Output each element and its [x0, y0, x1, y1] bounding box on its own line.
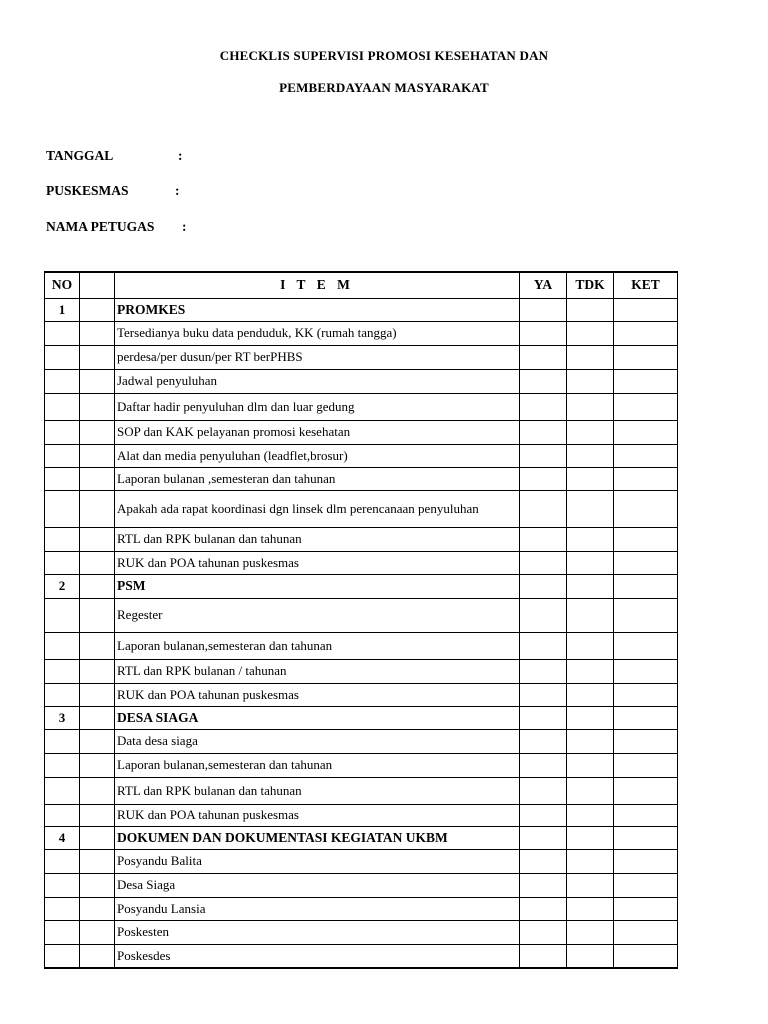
row-number: [45, 632, 80, 659]
table-row: [45, 598, 678, 632]
table-row: [45, 298, 678, 321]
tdk-checkbox-cell[interactable]: [567, 444, 614, 467]
row-blank-cell: [80, 321, 115, 345]
tdk-checkbox-cell[interactable]: [567, 420, 614, 444]
table-row: [45, 527, 678, 551]
table-row: [45, 490, 678, 527]
tdk-checkbox-cell[interactable]: [567, 777, 614, 804]
header-ya: YA: [520, 272, 567, 298]
field-label: NAMA PETUGAS: [46, 219, 155, 234]
row-blank-cell: [80, 777, 115, 804]
row-number: [45, 490, 80, 527]
checklist-item: Tersedianya buku data penduduk, KK (rumah tangga): [115, 321, 520, 345]
ya-checkbox-cell[interactable]: [520, 527, 567, 551]
table-row: [45, 321, 678, 345]
row-blank-cell: [80, 729, 115, 753]
ya-checkbox-cell[interactable]: [520, 321, 567, 345]
row-blank-cell: [80, 826, 115, 849]
field-puskesmas: [46, 183, 180, 199]
field-nama-petugas: [46, 219, 187, 235]
checklist-table: [44, 271, 678, 969]
checklist-item: SOP dan KAK pelayanan promosi kesehatan: [115, 420, 520, 444]
row-number: [45, 444, 80, 467]
row-blank-cell: [80, 849, 115, 873]
header-item: I T E M: [115, 272, 520, 298]
row-blank-cell: [80, 897, 115, 920]
tdk-checkbox-cell[interactable]: [567, 729, 614, 753]
table-row: [45, 574, 678, 598]
ket-note-cell[interactable]: [614, 944, 678, 968]
row-number: [45, 777, 80, 804]
ya-checkbox-cell[interactable]: [520, 345, 567, 369]
field-label: TANGGAL: [46, 148, 114, 163]
ya-checkbox-cell[interactable]: [520, 706, 567, 729]
ket-note-cell[interactable]: [614, 659, 678, 683]
header-ket: KET: [614, 272, 678, 298]
row-number: [45, 849, 80, 873]
checklist-item: RTL dan RPK bulanan dan tahunan: [115, 777, 520, 804]
tdk-checkbox-cell[interactable]: [567, 345, 614, 369]
ya-checkbox-cell[interactable]: [520, 393, 567, 420]
row-blank-cell: [80, 369, 115, 393]
row-blank-cell: [80, 467, 115, 490]
ket-note-cell[interactable]: [614, 683, 678, 706]
ya-checkbox-cell[interactable]: [520, 920, 567, 944]
ya-checkbox-cell[interactable]: [520, 574, 567, 598]
tdk-checkbox-cell[interactable]: [567, 393, 614, 420]
row-blank-cell: [80, 298, 115, 321]
tdk-checkbox-cell[interactable]: [567, 659, 614, 683]
ket-note-cell[interactable]: [614, 729, 678, 753]
table-row: [45, 369, 678, 393]
checklist-item: Jadwal penyuluhan: [115, 369, 520, 393]
table-row: [45, 467, 678, 490]
ket-note-cell[interactable]: [614, 444, 678, 467]
ket-note-cell[interactable]: [614, 393, 678, 420]
checklist-item: Poskesten: [115, 920, 520, 944]
ya-checkbox-cell[interactable]: [520, 632, 567, 659]
tdk-checkbox-cell[interactable]: [567, 551, 614, 574]
tdk-checkbox-cell[interactable]: [567, 598, 614, 632]
row-blank-cell: [80, 944, 115, 968]
tdk-checkbox-cell[interactable]: [567, 683, 614, 706]
tdk-checkbox-cell[interactable]: [567, 920, 614, 944]
ket-note-cell[interactable]: [614, 527, 678, 551]
row-number: [45, 598, 80, 632]
ya-checkbox-cell[interactable]: [520, 729, 567, 753]
ket-note-cell[interactable]: [614, 632, 678, 659]
section-heading: DESA SIAGA: [115, 706, 520, 729]
row-number: [45, 420, 80, 444]
row-number: [45, 804, 80, 826]
tdk-checkbox-cell[interactable]: [567, 321, 614, 345]
row-blank-cell: [80, 753, 115, 777]
table-row: [45, 632, 678, 659]
table-row: [45, 729, 678, 753]
ket-note-cell[interactable]: [614, 369, 678, 393]
ket-note-cell[interactable]: [614, 897, 678, 920]
table-row: [45, 345, 678, 369]
table-row: [45, 659, 678, 683]
ya-checkbox-cell[interactable]: [520, 490, 567, 527]
checklist-item: Posyandu Balita: [115, 849, 520, 873]
checklist-item: RUK dan POA tahunan puskesmas: [115, 683, 520, 706]
tdk-checkbox-cell[interactable]: [567, 527, 614, 551]
checklist-item: Poskesdes: [115, 944, 520, 968]
row-number: [45, 659, 80, 683]
row-number: [45, 729, 80, 753]
field-label: PUSKESMAS: [46, 183, 129, 198]
header-tdk: TDK: [567, 272, 614, 298]
checklist-item: perdesa/per dusun/per RT berPHBS: [115, 345, 520, 369]
tdk-checkbox-cell[interactable]: [567, 944, 614, 968]
tdk-checkbox-cell[interactable]: [567, 753, 614, 777]
table-row: [45, 849, 678, 873]
ket-note-cell[interactable]: [614, 873, 678, 897]
table-row: [45, 944, 678, 968]
tdk-checkbox-cell[interactable]: [567, 298, 614, 321]
tdk-checkbox-cell[interactable]: [567, 849, 614, 873]
document-title-line-2: PEMBERDAYAAN MASYARAKAT: [279, 80, 489, 95]
header-blank: [80, 272, 115, 298]
checklist-item: RTL dan RPK bulanan / tahunan: [115, 659, 520, 683]
ket-note-cell[interactable]: [614, 920, 678, 944]
table-row: [45, 444, 678, 467]
section-heading: DOKUMEN DAN DOKUMENTASI KEGIATAN UKBM: [115, 826, 520, 849]
checklist-item: Laporan bulanan,semesteran dan tahunan: [115, 753, 520, 777]
field-colon: :: [182, 219, 187, 234]
ket-note-cell[interactable]: [614, 849, 678, 873]
row-blank-cell: [80, 574, 115, 598]
ket-note-cell[interactable]: [614, 826, 678, 849]
tdk-checkbox-cell[interactable]: [567, 897, 614, 920]
table-row: [45, 683, 678, 706]
row-number: [45, 753, 80, 777]
ya-checkbox-cell[interactable]: [520, 551, 567, 574]
ya-checkbox-cell[interactable]: [520, 369, 567, 393]
checklist-item: Posyandu Lansia: [115, 897, 520, 920]
ya-checkbox-cell[interactable]: [520, 753, 567, 777]
row-number: [45, 944, 80, 968]
row-blank-cell: [80, 345, 115, 369]
row-number: [45, 897, 80, 920]
ya-checkbox-cell[interactable]: [520, 683, 567, 706]
checklist-item: Daftar hadir penyuluhan dlm dan luar gedung: [115, 393, 520, 420]
ket-note-cell[interactable]: [614, 345, 678, 369]
ya-checkbox-cell[interactable]: [520, 598, 567, 632]
table-row: [45, 551, 678, 574]
ya-checkbox-cell[interactable]: [520, 659, 567, 683]
table-row: [45, 897, 678, 920]
table-row: [45, 753, 678, 777]
row-blank-cell: [80, 873, 115, 897]
row-number: [45, 527, 80, 551]
table-row: [45, 706, 678, 729]
ket-note-cell[interactable]: [614, 777, 678, 804]
ya-checkbox-cell[interactable]: [520, 826, 567, 849]
tdk-checkbox-cell[interactable]: [567, 632, 614, 659]
checklist-item: RUK dan POA tahunan puskesmas: [115, 804, 520, 826]
table-row: [45, 777, 678, 804]
table-row: [45, 826, 678, 849]
ya-checkbox-cell[interactable]: [520, 298, 567, 321]
document-title-line-1: CHECKLIS SUPERVISI PROMOSI KESEHATAN DAN: [219, 48, 549, 63]
table-row: [45, 920, 678, 944]
row-number: [45, 920, 80, 944]
tdk-checkbox-cell[interactable]: [567, 490, 614, 527]
table-row: [45, 804, 678, 826]
row-number: [45, 467, 80, 490]
field-tanggal: [46, 148, 183, 164]
ket-note-cell[interactable]: [614, 598, 678, 632]
table-header-row: [45, 272, 678, 298]
checklist-item: RUK dan POA tahunan puskesmas: [115, 551, 520, 574]
ya-checkbox-cell[interactable]: [520, 777, 567, 804]
ket-note-cell[interactable]: [614, 420, 678, 444]
tdk-checkbox-cell[interactable]: [567, 574, 614, 598]
checklist-body: [45, 298, 678, 968]
checklist-item: Data desa siaga: [115, 729, 520, 753]
row-blank-cell: [80, 706, 115, 729]
ket-note-cell[interactable]: [614, 753, 678, 777]
row-number: [45, 683, 80, 706]
row-blank-cell: [80, 659, 115, 683]
row-blank-cell: [80, 393, 115, 420]
checklist-item: Regester: [115, 598, 520, 632]
row-blank-cell: [80, 920, 115, 944]
row-blank-cell: [80, 444, 115, 467]
row-blank-cell: [80, 420, 115, 444]
ya-checkbox-cell[interactable]: [520, 420, 567, 444]
ket-note-cell[interactable]: [614, 490, 678, 527]
tdk-checkbox-cell[interactable]: [567, 467, 614, 490]
checklist-item: RTL dan RPK bulanan dan tahunan: [115, 527, 520, 551]
field-colon: :: [175, 183, 180, 198]
row-number: 3: [45, 706, 80, 729]
row-blank-cell: [80, 551, 115, 574]
ket-note-cell[interactable]: [614, 321, 678, 345]
tdk-checkbox-cell[interactable]: [567, 873, 614, 897]
checklist-item: Laporan bulanan,semesteran dan tahunan: [115, 632, 520, 659]
ya-checkbox-cell[interactable]: [520, 897, 567, 920]
row-blank-cell: [80, 804, 115, 826]
row-number: 1: [45, 298, 80, 321]
row-number: [45, 345, 80, 369]
ket-note-cell[interactable]: [614, 551, 678, 574]
table-row: [45, 393, 678, 420]
ya-checkbox-cell[interactable]: [520, 467, 567, 490]
table-row: [45, 873, 678, 897]
field-colon: :: [178, 148, 183, 163]
ket-note-cell[interactable]: [614, 706, 678, 729]
row-number: 2: [45, 574, 80, 598]
row-blank-cell: [80, 490, 115, 527]
ya-checkbox-cell[interactable]: [520, 873, 567, 897]
row-blank-cell: [80, 527, 115, 551]
tdk-checkbox-cell[interactable]: [567, 826, 614, 849]
table-row: [45, 420, 678, 444]
tdk-checkbox-cell[interactable]: [567, 804, 614, 826]
ya-checkbox-cell[interactable]: [520, 849, 567, 873]
row-blank-cell: [80, 598, 115, 632]
row-number: 4: [45, 826, 80, 849]
ya-checkbox-cell[interactable]: [520, 804, 567, 826]
ya-checkbox-cell[interactable]: [520, 444, 567, 467]
ket-note-cell[interactable]: [614, 298, 678, 321]
checklist-item: Apakah ada rapat koordinasi dgn linsek dlm perencanaan penyuluhan: [115, 490, 520, 527]
checklist-item: Laporan bulanan ,semesteran dan tahunan: [115, 467, 520, 490]
ket-note-cell[interactable]: [614, 574, 678, 598]
checklist-item: Desa Siaga: [115, 873, 520, 897]
ya-checkbox-cell[interactable]: [520, 944, 567, 968]
tdk-checkbox-cell[interactable]: [567, 369, 614, 393]
row-number: [45, 369, 80, 393]
row-number: [45, 551, 80, 574]
row-number: [45, 873, 80, 897]
header-no: NO: [45, 272, 80, 298]
row-number: [45, 393, 80, 420]
row-blank-cell: [80, 683, 115, 706]
row-number: [45, 321, 80, 345]
checklist-item: Alat dan media penyuluhan (leadflet,brosur): [115, 444, 520, 467]
row-blank-cell: [80, 632, 115, 659]
section-heading: PSM: [115, 574, 520, 598]
ket-note-cell[interactable]: [614, 804, 678, 826]
ket-note-cell[interactable]: [614, 467, 678, 490]
section-heading: PROMKES: [115, 298, 520, 321]
tdk-checkbox-cell[interactable]: [567, 706, 614, 729]
